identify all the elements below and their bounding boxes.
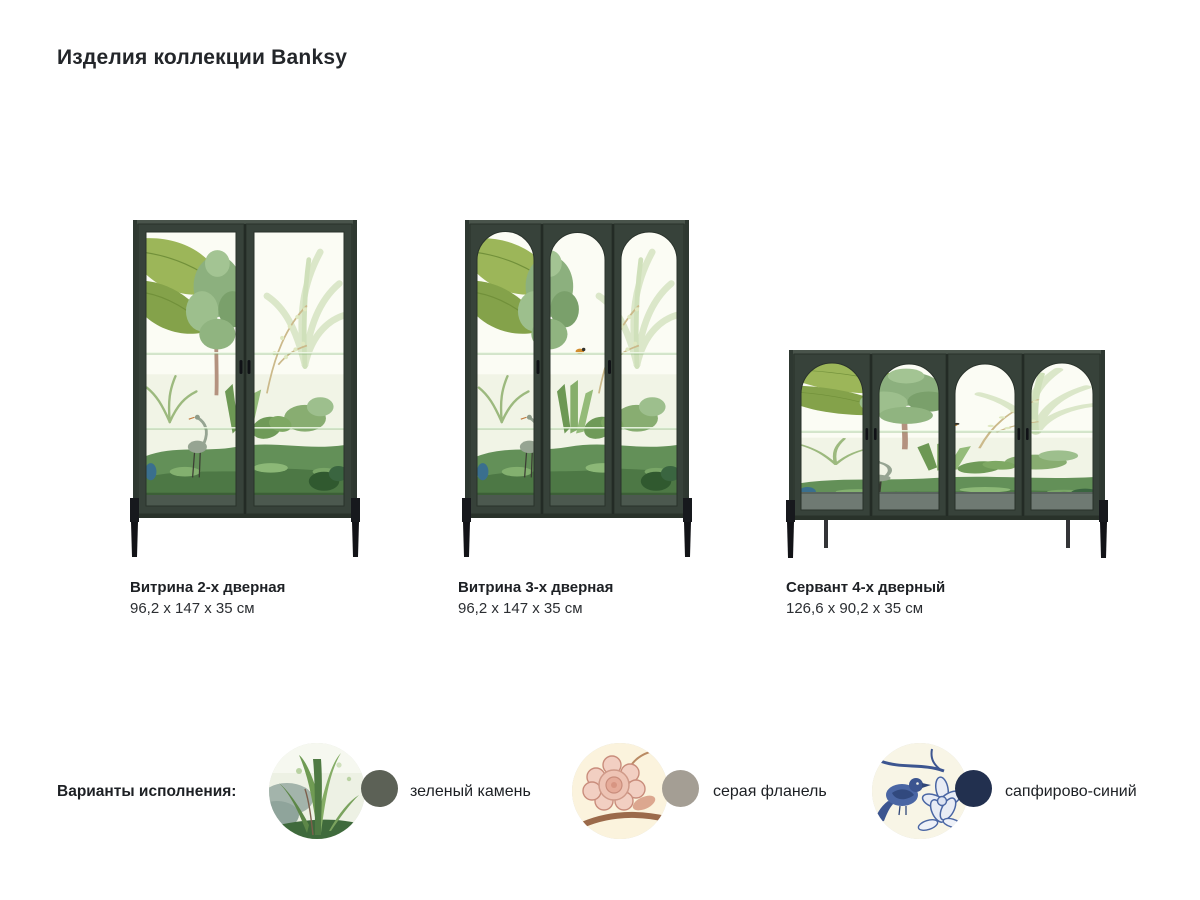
product-dimensions: 126,6 x 90,2 x 35 см: [786, 600, 924, 617]
variant-color-dot-green-stone[interactable]: [361, 770, 398, 807]
variant-name[interactable]: зеленый камень: [410, 783, 531, 800]
variants-label: Варианты исполнения:: [57, 783, 237, 800]
blue-bird-pattern-icon: [872, 743, 968, 839]
door-handle: [1018, 428, 1021, 440]
product-caption: [130, 578, 420, 619]
product-image-vitrine-3door: [462, 210, 692, 557]
door-handle: [866, 428, 869, 440]
door-handle: [248, 360, 251, 374]
variant-name[interactable]: серая фланель: [713, 783, 827, 800]
variant-color-dot-sapphire-blue[interactable]: [955, 770, 992, 807]
product-name: Витрина 2-х дверная: [130, 579, 286, 596]
door-handle: [537, 360, 540, 374]
variant-option-green-stone[interactable]: [269, 743, 365, 839]
product-dimensions: 96,2 x 147 x 35 см: [130, 600, 255, 617]
pink-peony-pattern-icon: [572, 743, 668, 839]
variant-option-gray-flannel[interactable]: [572, 743, 668, 839]
product-card-vitrine-2door[interactable]: [130, 210, 360, 562]
cabinet-back-legs: [824, 518, 1070, 548]
product-caption: [786, 578, 1076, 619]
page-title: Изделия коллекции Banksy: [57, 46, 348, 69]
green-leaves-pattern-icon: [269, 743, 365, 839]
product-image-sideboard-4door: [786, 342, 1108, 558]
door-handle: [608, 360, 611, 374]
product-caption: [458, 578, 748, 619]
door-handle: [240, 360, 243, 374]
jungle-mural-artwork: [471, 231, 680, 508]
variant-color-dot-gray-flannel[interactable]: [662, 770, 699, 807]
product-card-vitrine-3door[interactable]: [462, 210, 692, 562]
door-handle: [874, 428, 877, 440]
product-name: Сервант 4-х дверный: [786, 579, 946, 596]
product-card-sideboard-4door[interactable]: [786, 342, 1108, 563]
product-dimensions: 96,2 x 147 x 35 см: [458, 600, 583, 617]
variant-option-sapphire-blue[interactable]: [872, 743, 968, 839]
product-image-vitrine-2door: [130, 210, 360, 557]
product-name: Витрина 3-х дверная: [458, 579, 614, 596]
door-handle: [1026, 428, 1029, 440]
variant-name[interactable]: сапфирово-синий: [1005, 783, 1137, 800]
